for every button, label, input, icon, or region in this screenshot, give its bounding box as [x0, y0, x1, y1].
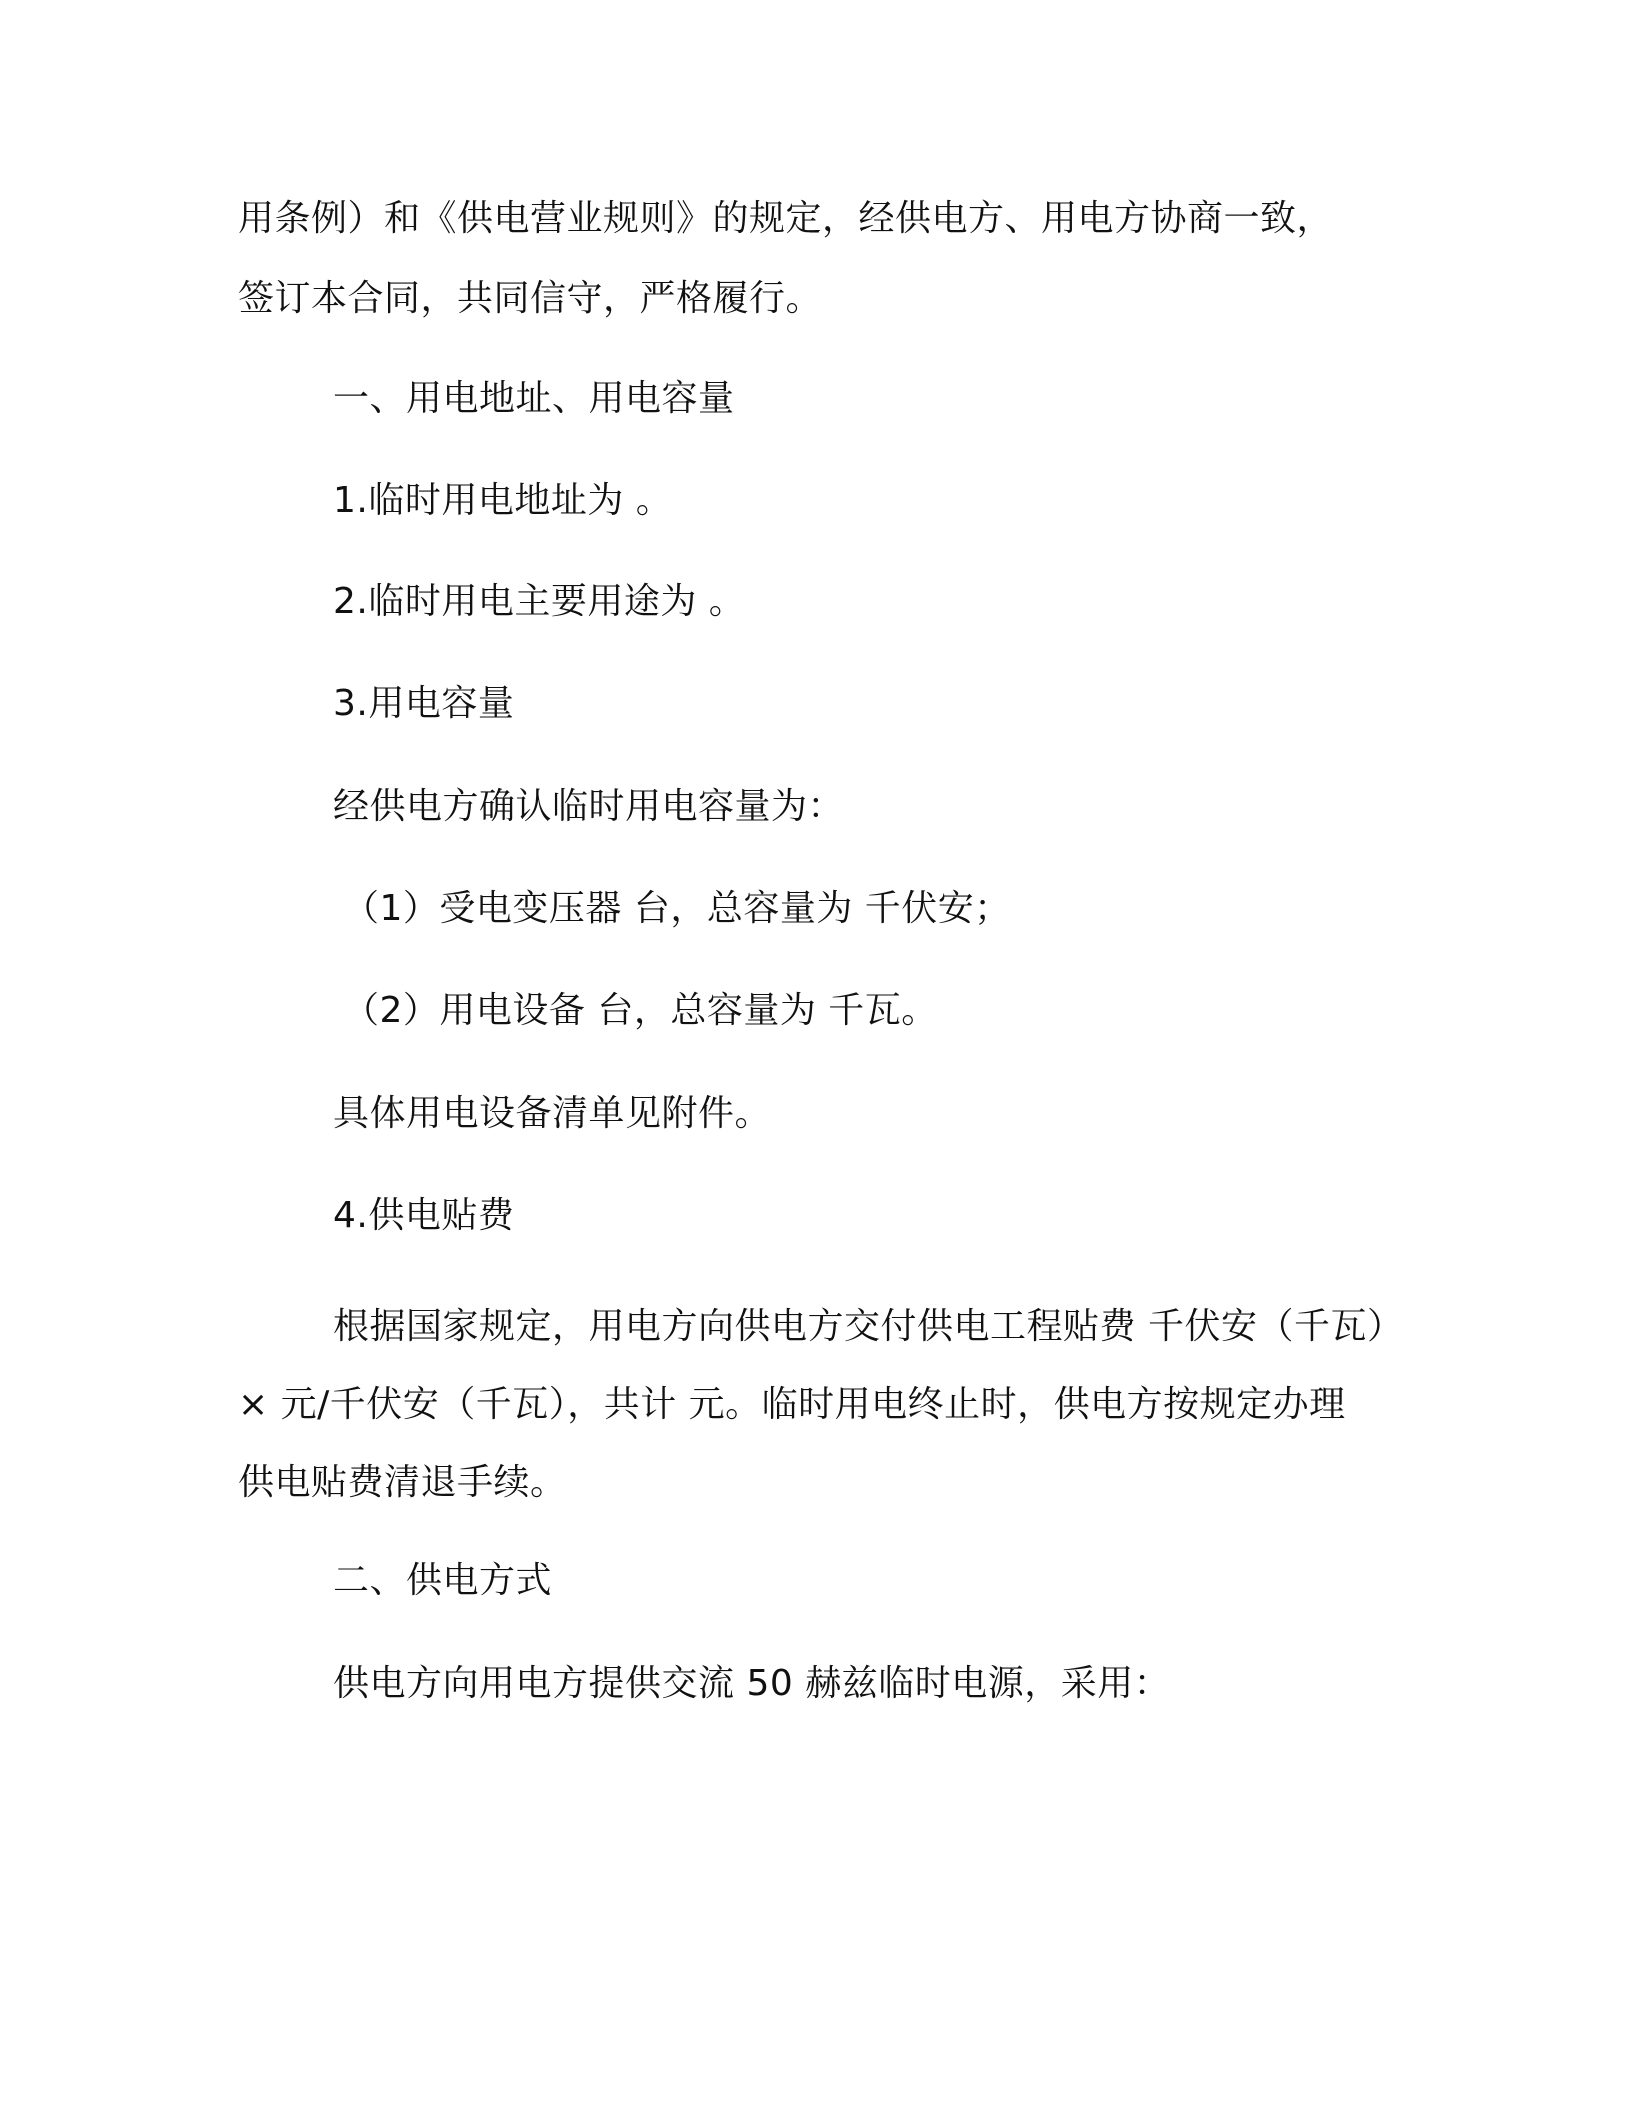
section-heading: 一、用电地址、用电容量 [333, 378, 735, 419]
body-text-line: 具体用电设备清单见附件。 [333, 1093, 772, 1134]
section-heading: 二、供电方式 [333, 1560, 553, 1601]
body-text-line: 供电方向用电方提供交流 50 赫兹临时电源，采用： [333, 1663, 1171, 1704]
body-text-line: 经供电方确认临时用电容量为： [333, 786, 845, 827]
clause-address: 1.临时用电地址为 。 [333, 480, 673, 521]
list-item-equipment: （2）用电设备 台，总容量为 千瓦。 [343, 990, 938, 1031]
body-text-line: 供电贴费清退手续。 [238, 1462, 567, 1503]
body-text-line: × 元/千伏安（千瓦），共计 元。临时用电终止时，供电方按规定办理 [238, 1384, 1346, 1425]
list-item-transformer: （1）受电变压器 台，总容量为 千伏安； [343, 888, 1011, 929]
body-text-line: 根据国家规定，用电方向供电方交付供电工程贴费 千伏安（千瓦） [333, 1306, 1404, 1347]
clause-heading-capacity: 3.用电容量 [333, 683, 515, 724]
body-text-line: 签订本合同，共同信守，严格履行。 [238, 278, 823, 319]
clause-purpose: 2.临时用电主要用途为 。 [333, 581, 746, 622]
clause-heading-fee: 4.供电贴费 [333, 1195, 515, 1236]
body-text-line: 用条例）和《供电营业规则》的规定，经供电方、用电方协商一致， [238, 198, 1334, 239]
